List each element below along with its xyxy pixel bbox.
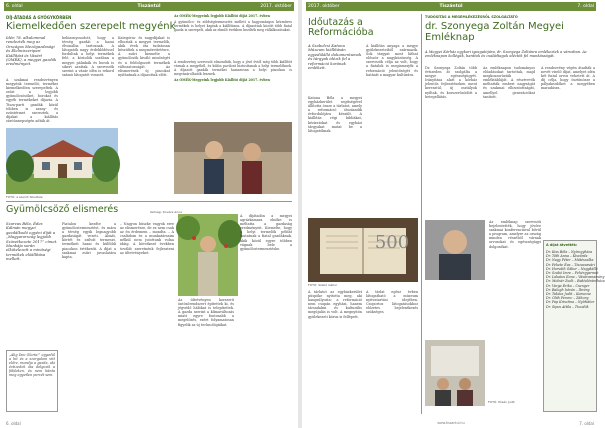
quote-box bbox=[6, 350, 58, 412]
right-page-header bbox=[306, 2, 596, 11]
recipient-item: Dr. Szabó Imre – Fehérgyarmat bbox=[546, 271, 599, 276]
article1-sidebar-text: Az OMÉK-Megyeink legjobb Kiállító díját 2017. évben A gyümölcs- és zöldségtermesztés mellett a hagyományos kézműves termékek is helyet kaptak a kiállításon. A díjazottak között több fiatal gazda is szerepelt, akik az elmúlt években kezdték meg vállalkozásukat. bbox=[174, 14, 292, 33]
recipient-item: Dr. Sipos Attila – Tiszalök bbox=[546, 304, 589, 309]
recipient-item: Dr. Oláh Ferenc – Záhony bbox=[546, 296, 589, 301]
recipient-item: Dr. Varga Erika – Csenger bbox=[546, 283, 590, 288]
recipient-item: Dr. Nagy Péter – Mátészalka bbox=[546, 258, 594, 263]
article1-col1: A szakmai rendezvényen megyénk termelői, termékei kiemelkedően szerepeltek. A zsűri a legjobb gyümölcsösöket, borokat és egyéb termékeket díjazta. A Tisza-parti gazdák közül többen is arany- és ezüstérmet szereztek, a díjakat a kiállítás záróünnepségén adták át. bbox=[6, 78, 58, 123]
ceremony-photo bbox=[425, 340, 485, 406]
house-photo bbox=[6, 128, 118, 194]
recipient-item: Dr. Lakatos Ilona – Vásárosnamény bbox=[546, 275, 605, 280]
reformation-col4: A tárlat egész évben látogatható a múzeum nyitvatartási idejében. Csoportos látogatásokhoz előzetes bejelentkezés szükséges. bbox=[366, 290, 418, 315]
article1-right-text: A rendezvény szervezői elmondták, hogy a jövő évtől még több kiállítót várnak a megyéből, és külön pavilont biztosítanak a helyi termelőknek. A díjazott gazdák termékei hamarosan a helyi piacokon is megvásárolhatók lesznek. Az OMÉK-Megyeink legjobb Kiállító díját 2017. évben bbox=[174, 60, 292, 83]
bible-photo-caption: FOTÓ: Szabó Gábor bbox=[308, 283, 338, 287]
left-paper-name: Tiszántúl bbox=[137, 4, 161, 9]
right-page-label: 7. oldal bbox=[577, 4, 594, 9]
article1-title: Kiemelkedően szerepelt megyénk bbox=[6, 21, 176, 32]
right-page bbox=[302, 0, 605, 428]
reformation-title: Időutazás a Reformációba bbox=[308, 17, 374, 38]
article2-title: Gyümölcsöző elismerés bbox=[6, 204, 119, 215]
recipient-item: Dr. Pap Krisztina – Nyírbátor bbox=[546, 300, 595, 305]
article2-col1: Fiatalon kezdte a gyümölcstermesztést, és mára a térség egyik legnagyobb gazdaságát vezeti. Almát, körtét és szilvát termeszt, termékeit hazai és külföldi piacokon értékesíti. A díjat a szakmai zsűri javaslatára kapta. bbox=[62, 222, 116, 259]
left-page-header bbox=[4, 2, 294, 11]
recipients-list bbox=[546, 250, 605, 309]
quote-box-text: „Alig Deo Gloria!” egyedül a hit és a szorgalom vitt előre, mondja a gazda, aki évtizedek óta dolgozik a földeken, és nem bánta meg egyetlen percét sem. bbox=[9, 353, 55, 378]
ceremony-photo-caption: FOTÓ: Pósán Judit bbox=[488, 400, 515, 404]
article2-col2: – Nagyon büszke vagyok erre az elismerésre, de ez nem csak az én érdemem – mondta. – A családom és a munkatársaim nélkül nem jutottunk volna idáig. A következő években tovább szeretnénk fejleszteni az ültetvényeket. bbox=[120, 222, 174, 255]
left-date: 2017. október bbox=[260, 4, 292, 9]
reformation-500-logo bbox=[366, 228, 418, 268]
left-page bbox=[0, 0, 298, 428]
memorial-col1: Dr. Szonyega Zoltán több évtizeden át szolgálta a megye egészségügyét. Irányítása alatt a kórház jelentős fejlesztéseken ment keresztül, új osztályok nyíltak, és korszerűsödött a betegellátás. bbox=[425, 66, 477, 99]
memorial-lead: A Megyei Kórház egykori igazgatójára, dr. Szonyega Zoltánra emlékeztek a városban. Az emléknapon kollégák, barátok és családtagok idézték fel munkásságát. bbox=[425, 50, 587, 59]
article1-col2: bebizonyosodott, hogy a térség gazdái a hazai élvonalba tartoznak. A látogatók nagy érdeklődéssel fordultak a helyi termékek felé, a kóstolók sorában a megyei pálinkák és borok is sikert arattak. A szervezők szerint a vásár idén is rekord számú látogatót vonzott. bbox=[62, 36, 114, 77]
right-date: 2017. október bbox=[308, 4, 340, 9]
reformation-lead: A Szabolcsi Katona Múzeum kiállításán egyedülálló dokumentumok és tárgyak idézik fel a reformáció korának emlékeit. bbox=[308, 43, 362, 71]
article2-byline: Szöveg: Kovács Anna bbox=[150, 210, 182, 214]
article1-lead: Idén 78. alkalommal rendezték meg az Országos Mezőgazdasági és Élelmiszeripari Kiállítást és Vásárt (OMÉK), a megyei gazdák eredményeit. bbox=[6, 35, 57, 67]
logo-number: 500 bbox=[374, 232, 410, 253]
left-page-number: 6. oldal bbox=[6, 421, 21, 426]
recipient-item: Dr. Fekete Éva – Tiszavasvári bbox=[546, 262, 595, 267]
section-kicker: DÍJ-ÁTADÁS A GYÓGYKÖRBEN bbox=[6, 15, 72, 20]
orchard-photo bbox=[178, 214, 238, 296]
recipient-item: Dr. Horváth Gábor – Nagykálló bbox=[546, 266, 598, 271]
left-page-label: 6. oldal bbox=[6, 4, 23, 9]
reformation-col3: A tárlatot az egyházkerület püspöke nyitotta meg, aki hangsúlyozta: a reformáció nem csupán egyházi, hanem társadalmi és kulturális megújulás is volt. A megnyitón gyülekezeti kórus is fellépett. bbox=[308, 290, 362, 319]
article1-col3: Kategória- és nagydíjakat is elhoztak a megyei termelők, akik évek óta tudatosan készültek a megmérettetésre. A zsűri kiemelte a gyümölcsök kiváló minőségét és a feldolgozott termékek változatosságát. Az elismerések új piacokat nyithatnak a díjazottak előtt. bbox=[118, 36, 170, 77]
recipient-item: Dr. Tóth Anna – Kisvárda bbox=[546, 254, 588, 259]
article2-col4: A díjátadón a megyei agrárkamara elnöke is méltatta a gazdaság eredményeit. Kiemelte, hogy a helyi termelők példát mutatnak a fiatal gazdáknak, akik közül egyre többen vágnak bele a gyümölcstermesztésbe. bbox=[240, 214, 292, 251]
recipient-item: Dr. Kiss Béla – Nyíregyháza bbox=[546, 250, 593, 254]
memorial-title: dr. Szonyega Zoltán Megyei Emléknap bbox=[425, 21, 564, 43]
reformation-col2: A kiállítás anyaga a megye gyülekezeteiből származik. Sok tárgyat most láthat először a nagyközönség. A szervezők célja az volt, hogy a fiatalok is megismerjék a reformáció jelentőségét és hatását a magyar kultúrára. bbox=[366, 44, 418, 77]
right-footer[interactable]: www.tiszantul.hu bbox=[437, 421, 465, 425]
memorial-col4: Az emléknap szervezői bejelentették, hogy jövőre szakmai konferenciával bővül a program, amelyre az ország minden részéből várnak orvosokat és egészségügyi dolgozókat. bbox=[489, 220, 541, 249]
article2-lead: Szarvas Béla, Édes Kálmán megyei gazdálkodó egyéni díját a „Magyarország legjobb Szövetkezete 2017” címet. Munkája során elkötelezett a minőségi termékek előállítása mellett. bbox=[6, 221, 58, 262]
people-photo bbox=[174, 122, 292, 194]
article2-col3: Az ültetvényen korszerű öntözőrendszert építettek ki, és jégvédő hálókat is telepítettek. A gazda szerint a klímaváltozás miatt egyre fontosabb a megelőzés, ezért folyamatosan figyelik az új technológiákat. bbox=[178, 298, 234, 327]
section-divider bbox=[6, 201, 292, 202]
right-paper-name: Tiszántúl bbox=[439, 4, 463, 9]
column-divider bbox=[421, 14, 422, 414]
memorial-col3: A rendezvény végén átadták a nevét viselő díjat, amelyet idén két fiatal orvos vehetett át. A díj célja, hogy ösztönözze a pályakezdőket a megyében maradásra. bbox=[541, 66, 595, 91]
recipient-item: Dr. Balogh István – Ibrány bbox=[546, 287, 590, 292]
portrait-photo bbox=[425, 220, 485, 280]
memorial-kicker: TUDÓSÍTÁS A MEGEMLÉKEZÉSRŐL SZOLGÁLTATÓ bbox=[425, 15, 518, 19]
right-page-number: 7. oldal bbox=[579, 421, 594, 426]
reformation-col1: Katona Béla a megyei egyházkerület segítségével állította össze a tárlatot, amely a reformáció ötszázadik évfordulójára készült. A kiállítás régi bibliákat, kéziratokat és egyházi tárgyakat mutat be a látogatóknak. bbox=[308, 96, 362, 133]
recipients-title: A díjat átvették: bbox=[546, 243, 578, 247]
recipient-item: Dr. Takács Judit – Kemecse bbox=[546, 292, 591, 297]
recipient-item: Dr. Molnár Zsolt – Baktalórántháza bbox=[546, 279, 605, 284]
memorial-col2: Az emléknapon tudományos előadásokat tartottak, majd megkoszorúzták emléktábláját. A résztvevők méltatták emberi nagyságát és szakmai elhivatottságát, amellyel generációkat tanított. bbox=[483, 66, 535, 99]
house-photo-caption: FOTÓ: a szerző felvétele bbox=[6, 195, 43, 199]
recipients-box bbox=[543, 240, 605, 412]
